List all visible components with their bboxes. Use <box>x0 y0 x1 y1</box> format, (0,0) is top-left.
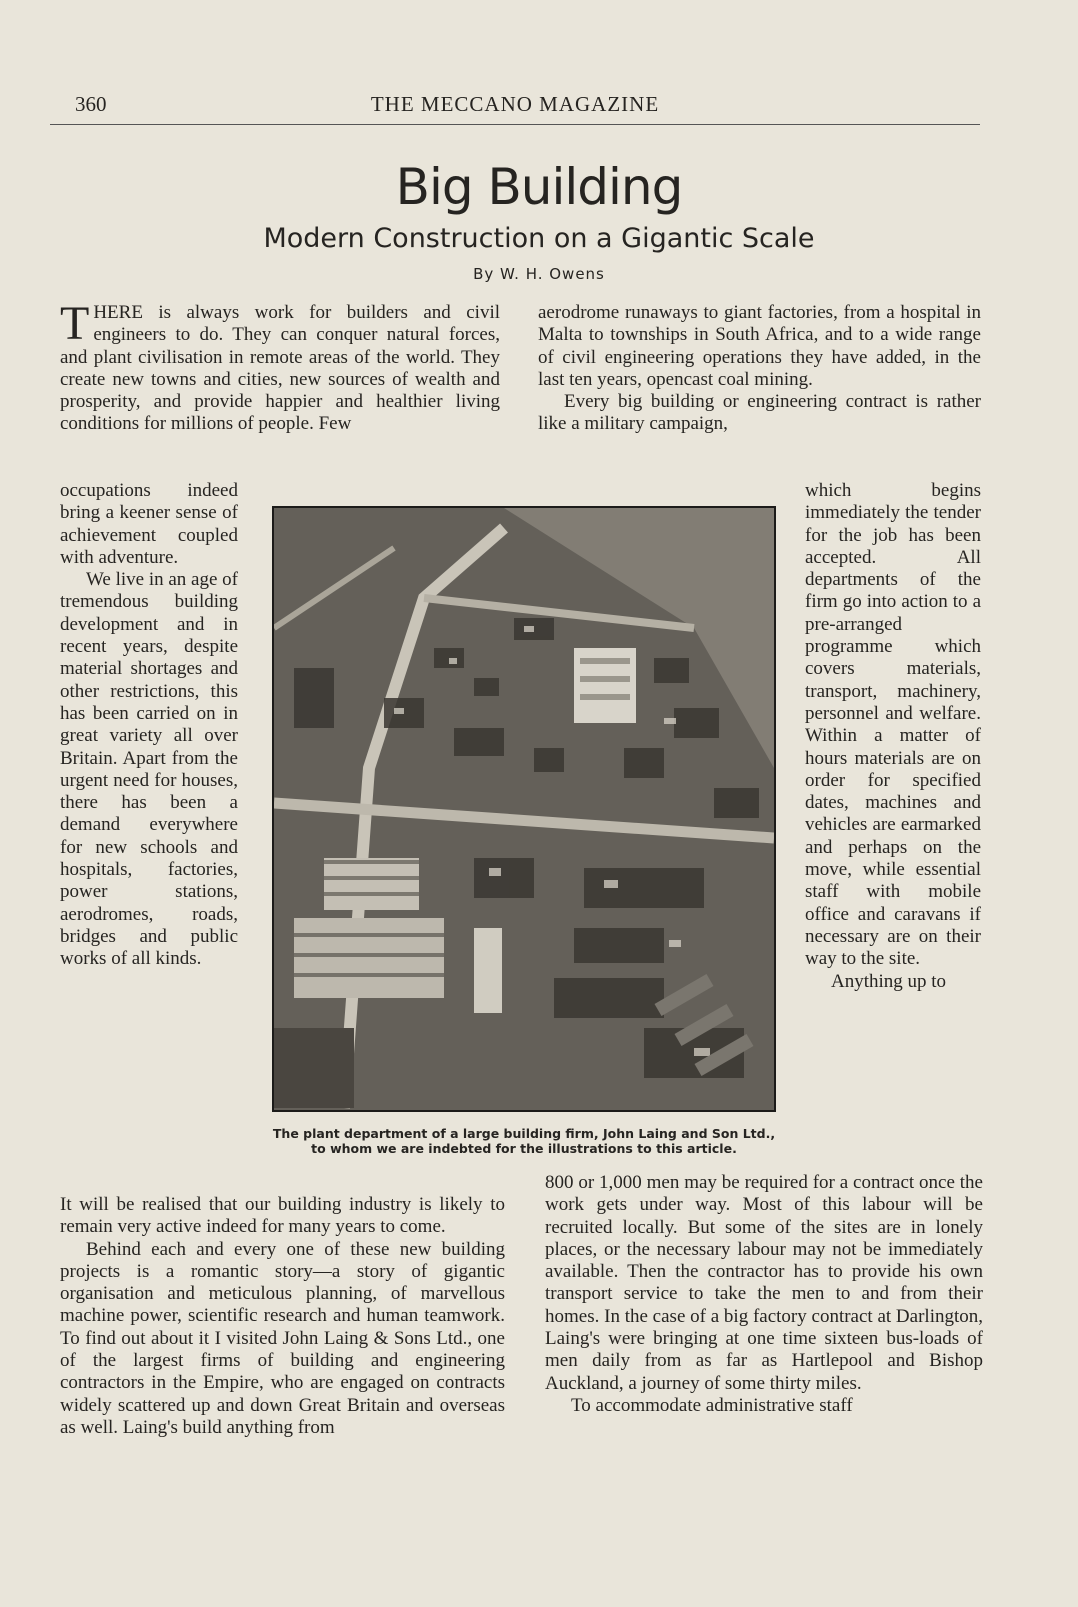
left-column-top <box>60 297 500 436</box>
right-column-lower <box>545 1172 983 1417</box>
right-column-top <box>538 302 981 436</box>
left-column-lower <box>60 1194 505 1439</box>
article-title: Big Building <box>395 158 683 216</box>
page-number: 360 <box>75 92 107 116</box>
right-para-3-cont: 800 or 1,000 men may be required for a contract once the work gets under way. Most of this labour will be recruited locally. But some of the sites are in lonely places, or the necessary labour may not be immediately available. Then the contractor has to provide his own transport service to take the men to and from their homes. In the case of a big factory contract at Darlington, Laing's were bringing at one time sixteen bus-loads of men daily from as far as Hartlepool and Bishop Auckland, a journey of some thirty miles. <box>545 1172 983 1394</box>
left-column-narrow <box>60 480 238 971</box>
article-subtitle: Modern Construction on a Gigantic Scale <box>263 223 815 254</box>
left-para-2: We live in an age of tremendous building development and in recent years, despite material shortages and other restrictions, this has been carried on in great variety all over Britain. Apart from the urgent need for houses, there has been a demand everywhere for new schools and hospitals, factories, power stations, aerodromes, roads, bridges and public works of all kinds. <box>60 569 238 970</box>
page-header <box>50 88 980 125</box>
right-para-2: Every big building or engineering contract is rather like a military campaign, <box>538 391 981 435</box>
left-para-2-cont: It will be realised that our building industry is likely to remain very active indeed for many years to come. <box>60 1194 505 1238</box>
drop-cap: T <box>60 297 90 350</box>
right-column-narrow <box>805 480 981 993</box>
aerial-photo <box>272 506 776 1112</box>
photo-caption: The plant department of a large building firm, John Laing and Son Ltd., to whom we are indebted for the illustrations to this article. <box>272 1126 776 1156</box>
magazine-title: THE MECCANO MAGAZINE <box>370 92 660 116</box>
right-para-2-cont: which begins immediately the tender for the job has been accepted. All departments of the firm go into action to a pre-arranged programme which covers materials, transport, machinery, personnel and welfare. Within a matter of hours materials are on order for specified dates, machines and vehicles are earmarked and perhaps on the move, while essential staff with mobile office and caravans if necessary are on their way to the site. <box>805 480 981 970</box>
aerial-photo-illustration <box>274 508 774 1110</box>
article-byline: By W. H. Owens <box>473 265 605 283</box>
left-para-1-cont: occupations indeed bring a keener sense of achievement coupled with adventure. <box>60 480 238 568</box>
left-para-1: HERE is always work for builders and civil engineers to do. They can conquer natural forces, and plant civilisation in remote areas of the world. They create new towns and cities, new sources of wealth and prosperity, and provide happier and healthier living conditions for millions of people. Few <box>60 302 500 435</box>
right-para-3: Anything up to <box>831 970 947 992</box>
right-para-4: To accommodate administrative staff <box>571 1394 853 1416</box>
left-para-3: Behind each and every one of these new building projects is a romantic story—a story of gigantic organisation and meticulous planning, of marvellous machine power, scientific research and human teamwork. To find out about it I visited John Laing & Sons Ltd., one of the largest firms of building and engineering contractors in the Empire, who are engaged on contracts widely scattered up and down Great Britain and overseas as well. Laing's build anything from <box>60 1238 505 1438</box>
right-para-1: aerodrome runaways to giant factories, from a hospital in Malta to townships in South Africa, and to a wide range of civil engineering operations they have added, in the last ten years, opencast coal mining. <box>538 302 981 390</box>
